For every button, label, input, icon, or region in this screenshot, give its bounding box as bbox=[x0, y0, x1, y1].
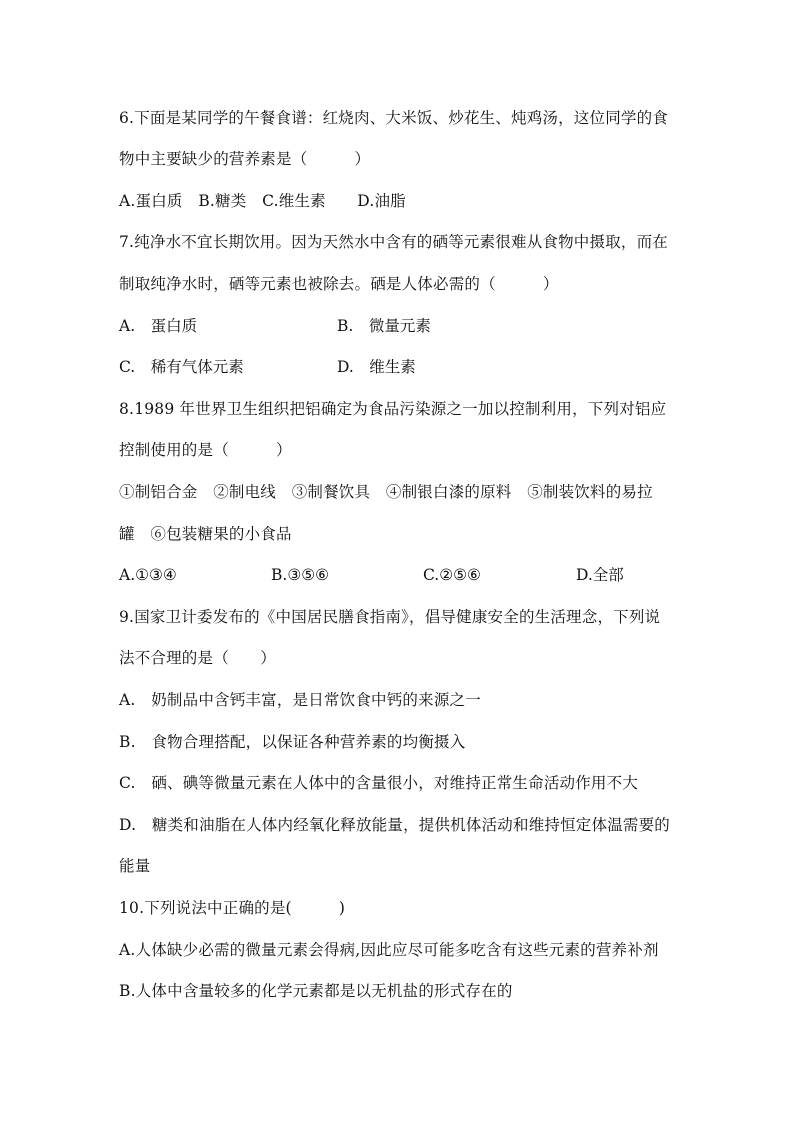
q8-stem-line2: 控制使用的是（ ） bbox=[119, 441, 292, 459]
q7-option-c: C. 稀有气体元素 bbox=[119, 358, 244, 376]
q9-option-d-line2: 能量 bbox=[119, 857, 151, 875]
q6-stem-line2: 物中主要缺少的营养素是（ ） bbox=[119, 150, 371, 168]
q6-stem-line1: 6.下面是某同学的午餐食谱：红烧肉、大米饭、炒花生、炖鸡汤，这位同学的食 bbox=[119, 109, 668, 127]
q8-option-c: C.②⑤⑥ bbox=[423, 566, 481, 584]
q10-stem: 10.下列说法中正确的是( ) bbox=[119, 899, 346, 917]
q8-option-b: B.③⑤⑥ bbox=[271, 566, 330, 584]
q9-option-a: A. 奶制品中含钙丰富，是日常饮食中钙的来源之一 bbox=[119, 691, 481, 709]
q9-option-c: C. 硒、碘等微量元素在人体中的含量很小，对维持正常生命活动作用不大 bbox=[119, 774, 639, 792]
q10-option-b: B.人体中含量较多的化学元素都是以无机盐的形式存在的 bbox=[119, 982, 513, 1000]
q6-options: A.蛋白质 B.糖类 C.维生素 D.油脂 bbox=[119, 192, 406, 210]
q7-option-a: A. 蛋白质 bbox=[119, 317, 198, 335]
q8-items-line1: ①制铝合金 ②制电线 ③制餐饮具 ④制银白漆的原料 ⑤制装饮料的易拉 bbox=[119, 483, 653, 501]
q10-option-a: A.人体缺少必需的微量元素会得病,因此应尽可能多吃含有这些元素的营养补剂 bbox=[119, 941, 659, 959]
q9-option-b: B. 食物合理搭配，以保证各种营养素的均衡摄入 bbox=[119, 733, 466, 751]
q8-stem-line1: 8.1989 年世界卫生组织把铝确定为食品污染源之一加以控制利用，下列对铝应 bbox=[119, 400, 667, 418]
q9-stem-line2: 法不合理的是（ ） bbox=[119, 649, 277, 667]
q9-option-d-line1: D. 糖类和油脂在人体内经氧化释放能量，提供机体活动和维持恒定体温需要的 bbox=[119, 816, 671, 834]
q7-option-b: B. 微量元素 bbox=[337, 317, 431, 335]
q9-stem-line1: 9.国家卫计委发布的《中国居民膳食指南》，倡导健康安全的生活理念，下列说 bbox=[119, 608, 661, 626]
q7-stem-line1: 7.纯净水不宜长期饮用。因为天然水中含有的硒等元素很难从食物中摄取，而在 bbox=[119, 233, 668, 251]
q7-option-d: D. 维生素 bbox=[337, 358, 416, 376]
q8-option-a: A.①③④ bbox=[119, 566, 177, 584]
q8-items-line2: 罐 ⑥包装糖果的小食品 bbox=[119, 525, 292, 543]
q7-stem-line2: 制取纯净水时，硒等元素也被除去。硒是人体必需的（ ） bbox=[119, 275, 559, 293]
q8-option-d: D.全部 bbox=[576, 566, 624, 584]
